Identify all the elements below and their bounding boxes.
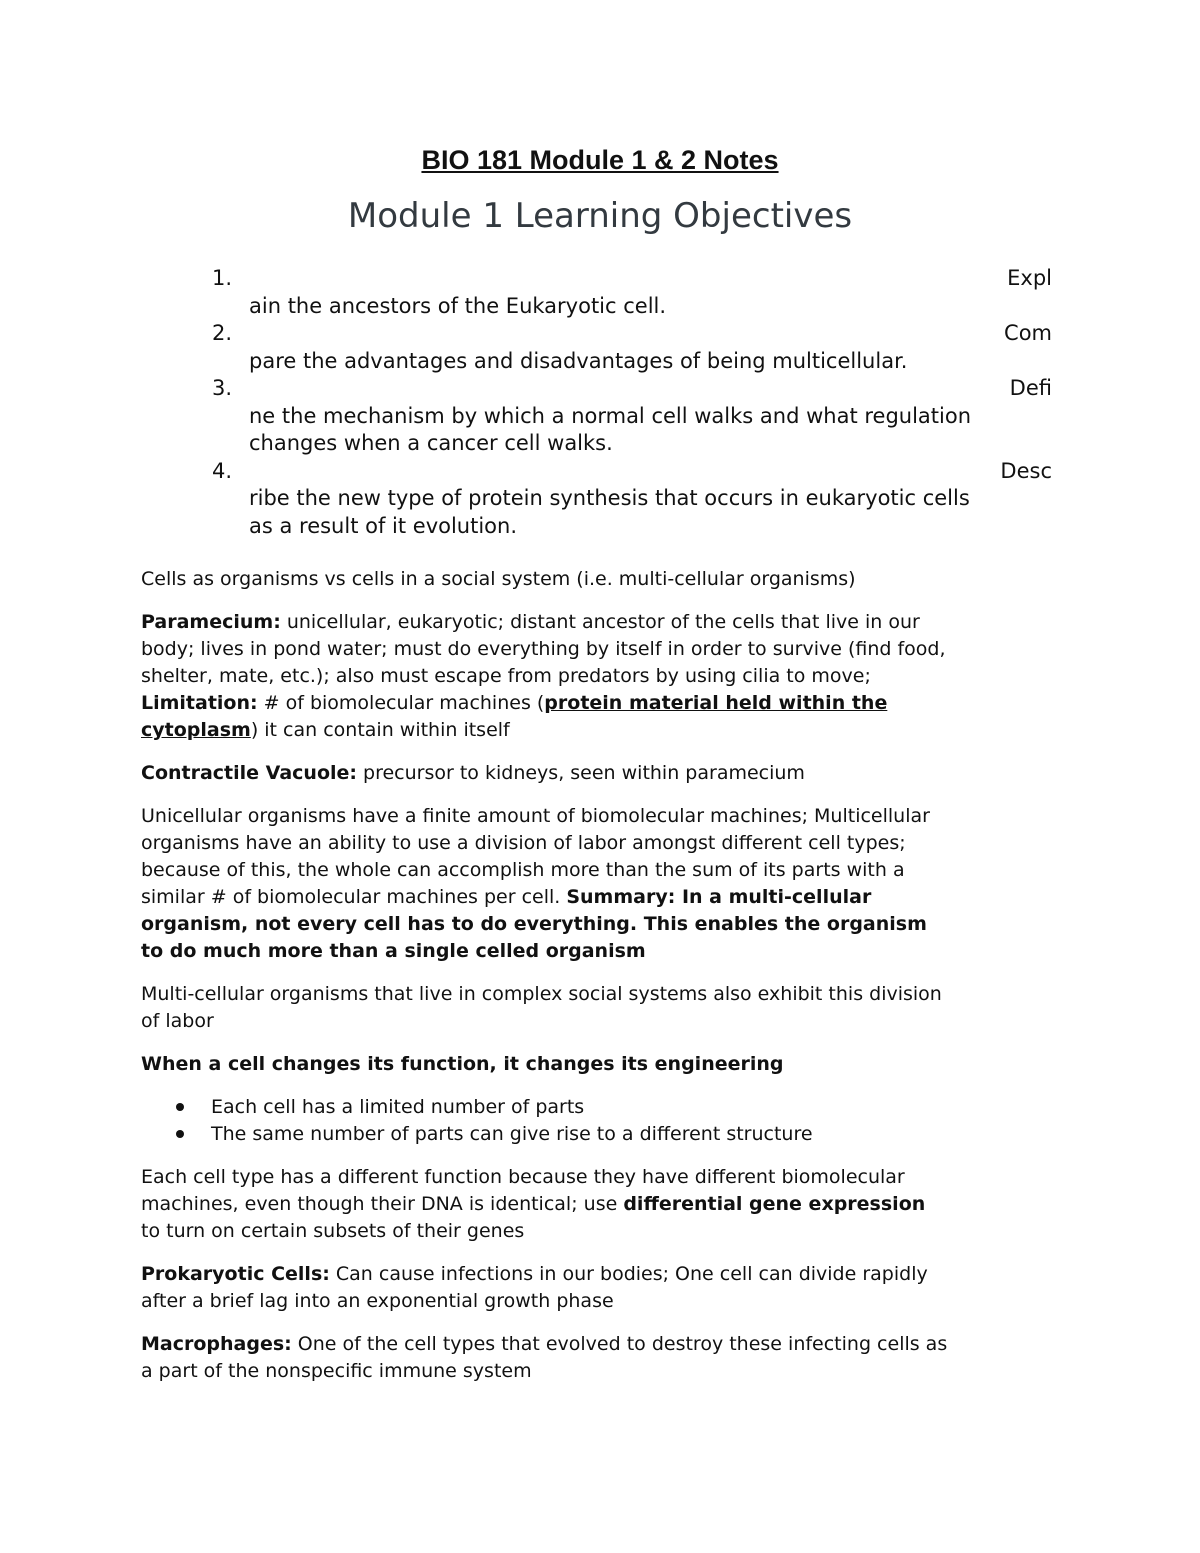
summary-text: Summary: In a multi-cellular (566, 886, 872, 908)
bullet-text: Each cell has a limited number of parts (211, 1096, 585, 1118)
line-text: # of biomolecular machines ( (257, 692, 545, 714)
line-text: unicellular, eukaryotic; distant ancestor of the cells that live in our (280, 611, 920, 633)
paragraph-line (141, 884, 1066, 911)
term-contractile-vacuole: Contractile Vacuole: (141, 762, 357, 784)
paragraph-line (141, 690, 1066, 717)
heading-text: When a cell changes its function, it changes its engineering (141, 1053, 784, 1075)
prokaryotic-paragraph (141, 1261, 1066, 1315)
bullet-text: The same number of parts can give rise to a different structure (211, 1123, 813, 1145)
paragraph-line: shelter, mate, etc.); also must escape from predators by using cilia to move; (141, 665, 871, 687)
term-differential-gene-expression: differential gene expression (623, 1193, 926, 1215)
term-limitation: Limitation: (141, 692, 258, 714)
objective-number: 2. (212, 321, 233, 345)
paragraph-line: after a brief lag into an exponential growth phase (141, 1290, 614, 1312)
objective-head: Com (1004, 321, 1052, 345)
paragraph-line: Unicellular organisms have a finite amount of biomolecular machines; Multicellular (141, 805, 930, 827)
line-text: precursor to kidneys, seen within paramecium (357, 762, 805, 784)
objective-text: as a result of it evolution. (249, 513, 518, 538)
objective-head: Defi (1009, 376, 1052, 400)
paragraph-line (141, 609, 1066, 636)
summary-line: organism, not every cell has to do everything. This enables the organism (141, 913, 927, 935)
paragraph-line: organisms have an ability to use a division of labor amongst different cell types; (141, 832, 906, 854)
celltype-paragraph (141, 1164, 1066, 1245)
paragraph-line: Cells as organisms vs cells in a social system (i.e. multi-cellular organisms) (141, 568, 856, 590)
objective-item (212, 265, 1062, 320)
paragraph-line: to turn on certain subsets of their genes (141, 1220, 525, 1242)
social-paragraph (141, 981, 1066, 1035)
objective-text: ribe the new type of protein synthesis that occurs in eukaryotic cells (249, 486, 970, 510)
term-prokaryotic-cells: Prokaryotic Cells: (141, 1263, 330, 1285)
objective-number: 1. (212, 266, 233, 290)
bullet-icon (176, 1130, 184, 1138)
paragraph-line: body; lives in pond water; must do everything by itself in order to survive (find food, (141, 638, 946, 660)
term-paramecium: Paramecium: (141, 611, 281, 633)
objective-text: changes when a cancer cell walks. (249, 431, 613, 455)
objective-number: 4. (212, 458, 233, 483)
document-title: BIO 181 Module 1 & 2 Notes (421, 145, 779, 175)
bullet-item (141, 1121, 1066, 1148)
underlined-text: cytoplasm (141, 719, 251, 741)
bullet-item (141, 1094, 1066, 1121)
line-text: One of the cell types that evolved to destroy these infecting cells as (291, 1333, 948, 1355)
function-heading (141, 1051, 1066, 1078)
objective-text: pare the advantages and disadvantages of being multicellular. (249, 348, 908, 373)
line-text: machines, even though their DNA is identical; use (141, 1193, 624, 1215)
paragraph-line: a part of the nonspecific immune system (141, 1360, 532, 1382)
paragraph-line (141, 717, 1066, 744)
bullet-list (141, 1094, 1066, 1148)
bullet-icon (176, 1103, 184, 1111)
objective-item (212, 458, 1062, 541)
paragraph-line: Multi-cellular organisms that live in complex social systems also exhibit this division (141, 983, 942, 1005)
paragraph-line: of labor (141, 1010, 214, 1032)
objective-number: 3. (212, 376, 233, 400)
paragraph-line: because of this, the whole can accomplish more than the sum of its parts with a (141, 859, 905, 881)
paragraph-line (141, 760, 1066, 787)
module-heading: Module 1 Learning Objectives (347, 196, 853, 236)
division-paragraph (141, 803, 1066, 965)
objectives-list (212, 265, 1062, 540)
line-text: similar # of biomolecular machines per cell. (141, 886, 567, 908)
paragraph-line (141, 1261, 1066, 1288)
objective-item (212, 320, 1062, 375)
contractile-paragraph (141, 760, 1066, 787)
paragraph-line (141, 1191, 1066, 1218)
term-macrophages: Macrophages: (141, 1333, 292, 1355)
line-text: ) it can contain within itself (250, 719, 510, 741)
macrophages-paragraph (141, 1331, 1066, 1385)
objective-head: Desc (1000, 458, 1052, 483)
paragraph-line (141, 1331, 1066, 1358)
objective-text: ain the ancestors of the Eukaryotic cell. (249, 293, 667, 318)
paramecium-paragraph (141, 609, 1066, 744)
summary-line: to do much more than a single celled organism (141, 940, 646, 962)
objective-head: Expl (1007, 266, 1052, 290)
underlined-text: protein material held within the (544, 692, 888, 714)
intro-paragraph (141, 566, 1066, 593)
objective-item (212, 375, 1062, 458)
notes-body (141, 566, 1066, 1401)
objective-text: ne the mechanism by which a normal cell walks and what regulation (249, 403, 972, 428)
paragraph-line: Each cell type has a different function because they have different biomolecular (141, 1166, 905, 1188)
line-text: Can cause infections in our bodies; One cell can divide rapidly (329, 1263, 928, 1285)
